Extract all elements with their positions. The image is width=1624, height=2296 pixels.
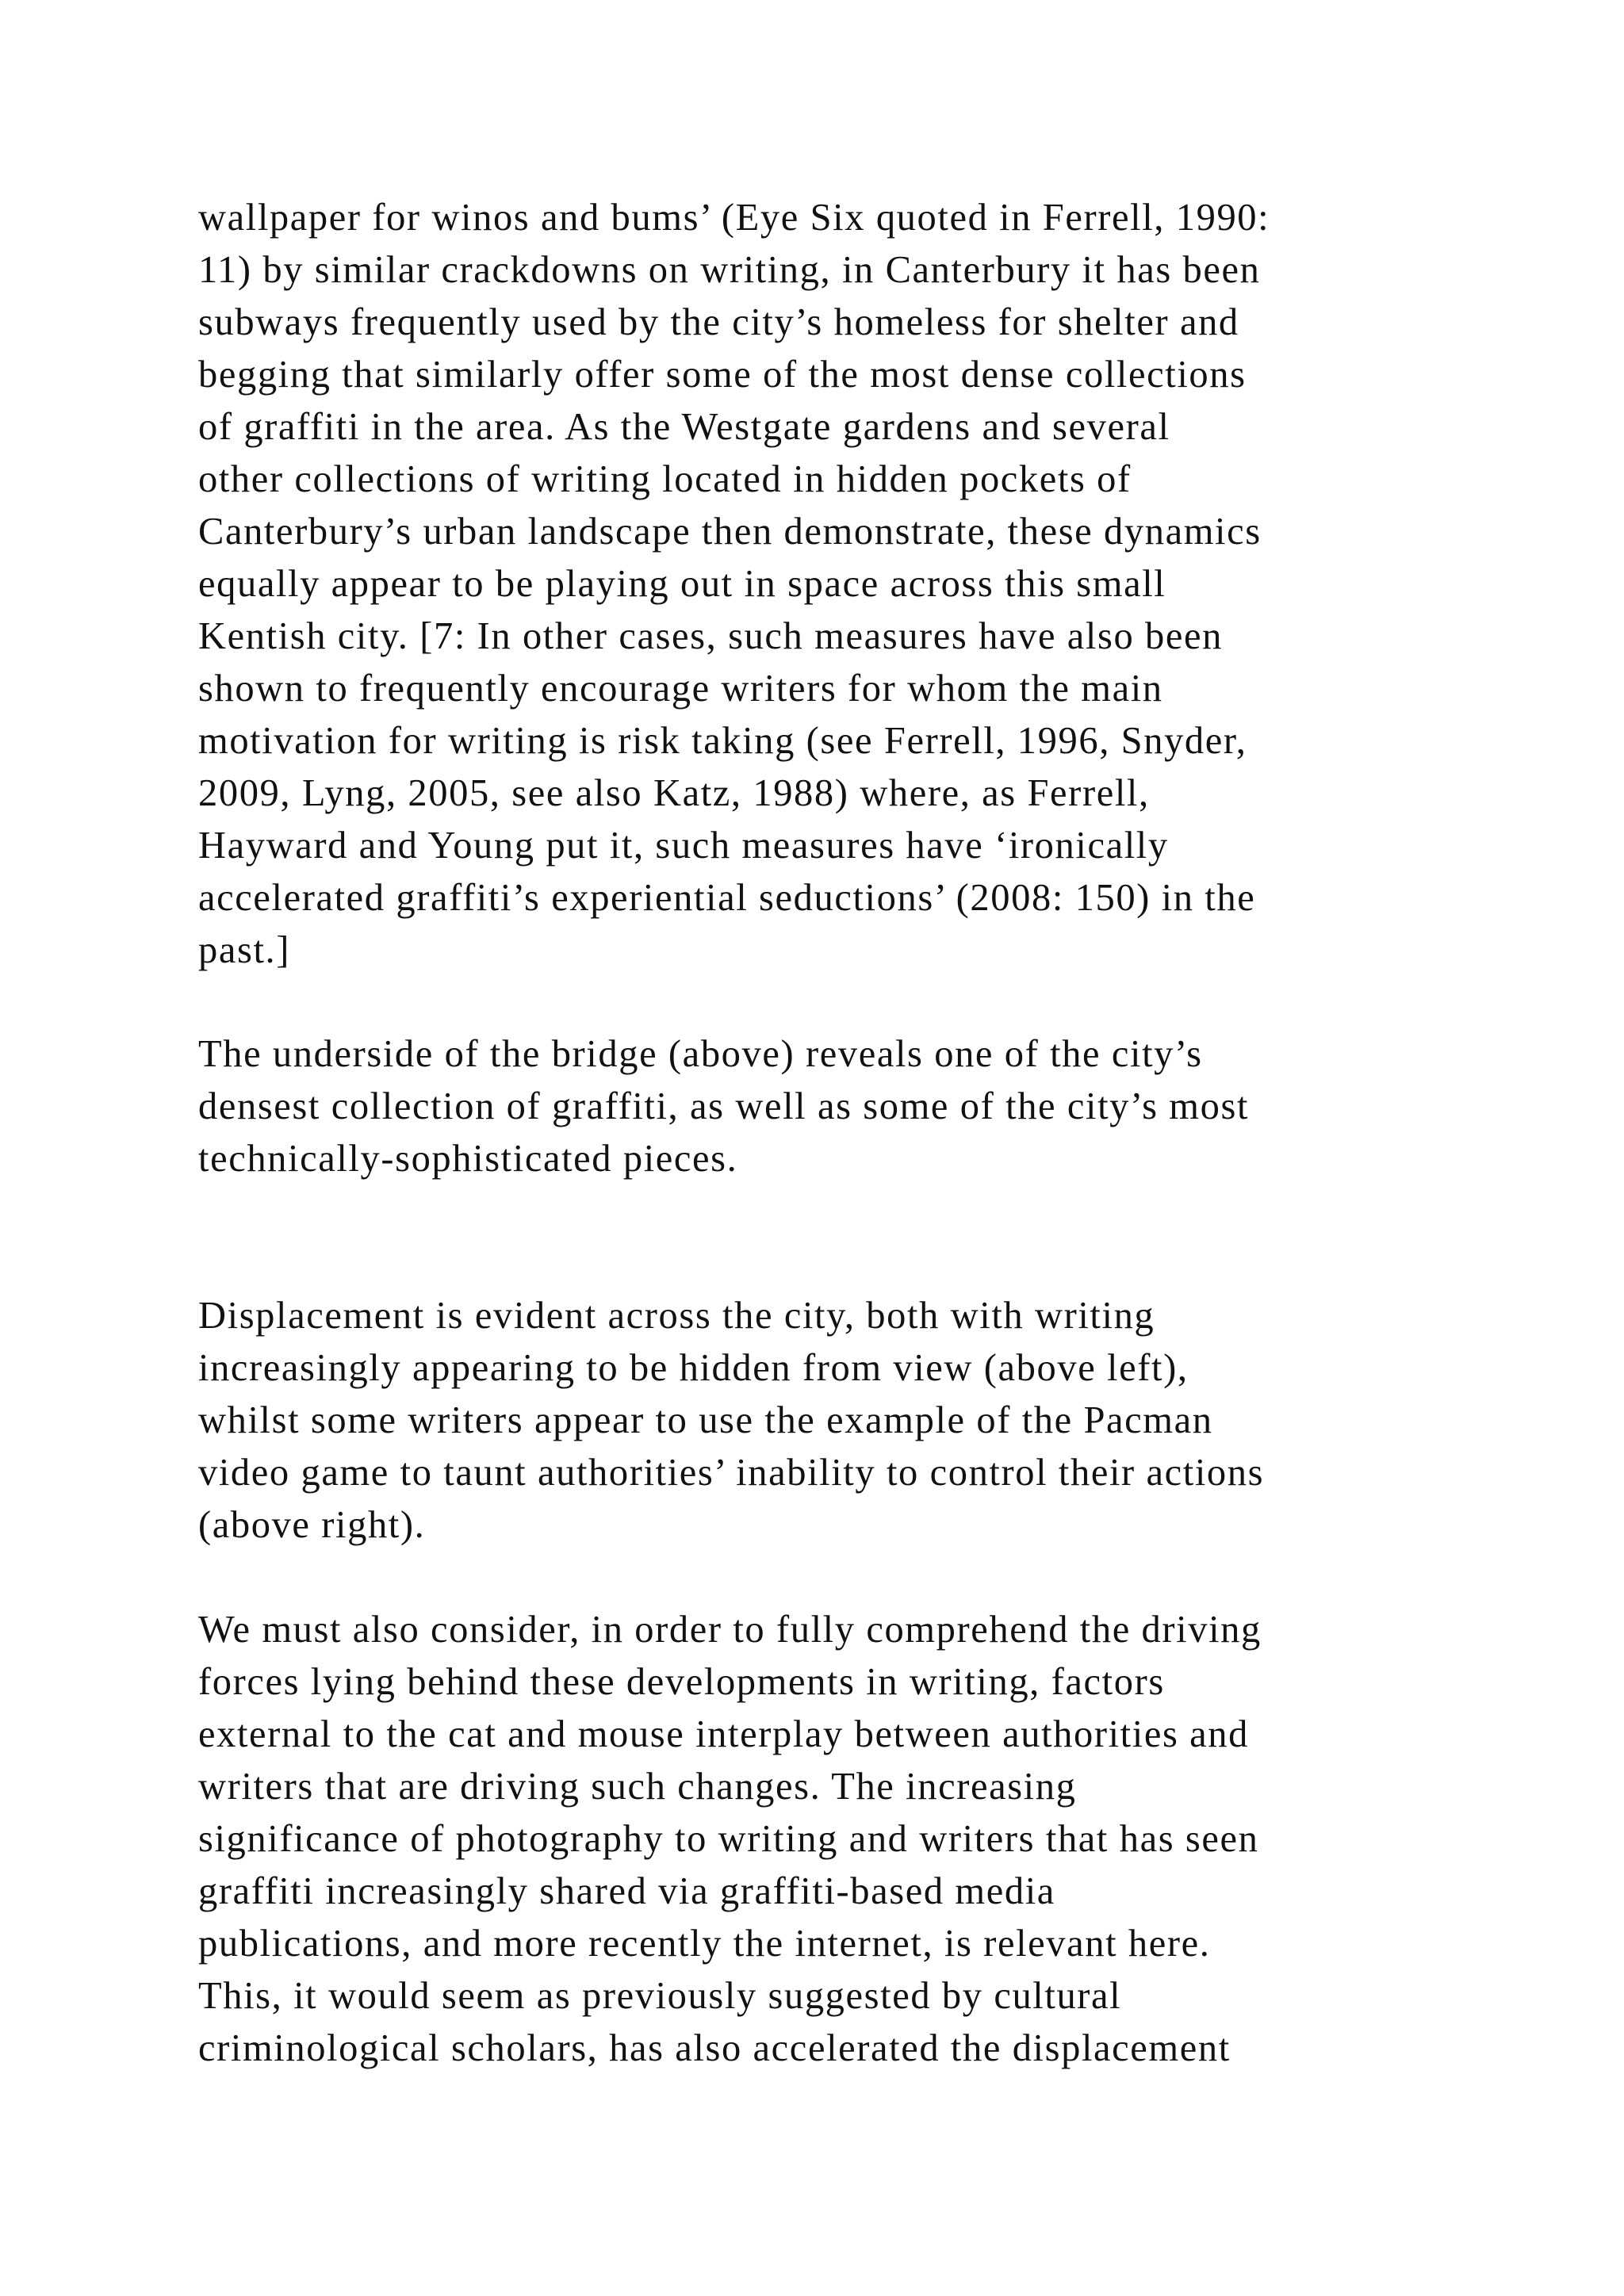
text-line: begging that similarly offer some of the most dense collections <box>198 354 1247 396</box>
text-line: significance of photography to writing and writers that has seen <box>198 1818 1259 1860</box>
text-line: This, it would seem as previously suggested by cultural <box>198 1975 1122 2017</box>
text-line: shown to frequently encourage writers for whom the main <box>198 668 1163 710</box>
text-line: whilst some writers appear to use the example of the Pacman <box>198 1399 1213 1441</box>
paragraph-2 <box>198 1028 1467 1185</box>
text-line: Kentish city. [7: In other cases, such measures have also been <box>198 615 1223 657</box>
text-line: wallpaper for winos and bums’ (Eye Six quoted in Ferrell, 1990: <box>198 197 1270 239</box>
text-line: Displacement is evident across the city, both with writing <box>198 1295 1155 1337</box>
text-line: external to the cat and mouse interplay between authorities and <box>198 1713 1249 1755</box>
text-line: writers that are driving such changes. The increasing <box>198 1766 1077 1808</box>
text-line: equally appear to be playing out in space across this small <box>198 563 1166 605</box>
text-line: technically-sophisticated pieces. <box>198 1138 738 1180</box>
paragraph-3 <box>198 1290 1467 1552</box>
text-line: video game to taunt authorities’ inability to control their actions <box>198 1452 1265 1494</box>
text-line: forces lying behind these developments in writing, factors <box>198 1661 1165 1703</box>
text-line: Canterbury’s urban landscape then demonstrate, these dynamics <box>198 511 1262 553</box>
text-line: increasingly appearing to be hidden from view (above left), <box>198 1347 1189 1389</box>
text-line: motivation for writing is risk taking (see Ferrell, 1996, Snyder, <box>198 720 1247 762</box>
paragraph-4 <box>198 1604 1467 2075</box>
text-line: publications, and more recently the internet, is relevant here. <box>198 1923 1211 1965</box>
text-line: other collections of writing located in hidden pockets of <box>198 458 1132 500</box>
text-line: The underside of the bridge (above) reveals one of the city’s <box>198 1033 1203 1075</box>
text-line: accelerated graffiti’s experiential seductions’ (2008: 150) in the <box>198 877 1256 919</box>
text-line: graffiti increasingly shared via graffiti-based media <box>198 1870 1055 1912</box>
text-line: criminological scholars, has also accelerated the displacement <box>198 2027 1231 2069</box>
text-line: 2009, Lyng, 2005, see also Katz, 1988) where, as Ferrell, <box>198 772 1150 814</box>
text-line: densest collection of graffiti, as well as some of the city’s most <box>198 1085 1250 1127</box>
text-line: of graffiti in the area. As the Westgate gardens and several <box>198 406 1170 448</box>
paragraph-1 <box>198 192 1467 977</box>
text-line: 11) by similar crackdowns on writing, in Canterbury it has been <box>198 249 1261 291</box>
text-line: We must also consider, in order to fully comprehend the driving <box>198 1609 1262 1651</box>
text-line: (above right). <box>198 1504 426 1546</box>
text-line: Hayward and Young put it, such measures have ‘ironically <box>198 825 1169 867</box>
text-line: subways frequently used by the city’s homeless for shelter and <box>198 301 1239 343</box>
text-line: past.] <box>198 929 291 971</box>
